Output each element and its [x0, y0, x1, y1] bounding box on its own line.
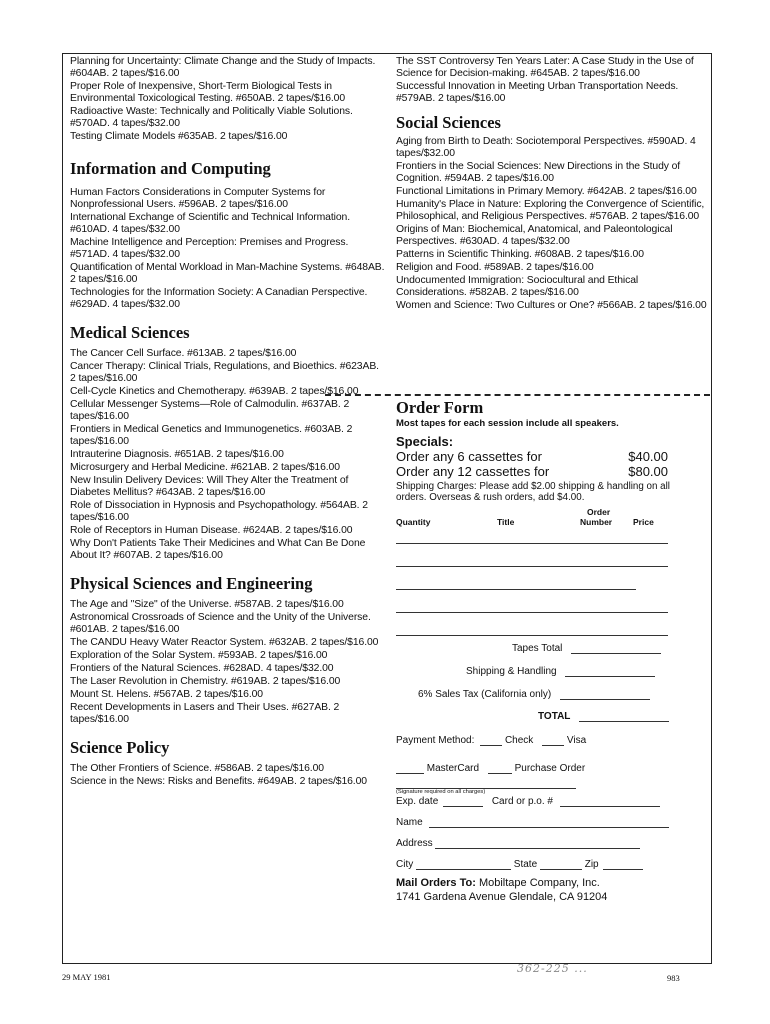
- footer-rule: [62, 963, 711, 964]
- exp-date-field[interactable]: [443, 806, 483, 807]
- order-line-5[interactable]: [396, 635, 668, 636]
- catalog-entry: Role of Dissociation in Hypnosis and Psychopathology. #564AB. 2 tapes/$16.00: [70, 500, 368, 523]
- mail-company: Mobiltape Company, Inc.: [478, 877, 600, 889]
- shipping-handling-label: Shipping & Handling: [466, 666, 557, 677]
- tapes-total-field[interactable]: [571, 653, 661, 654]
- total-label: TOTAL: [538, 711, 571, 722]
- tapes-total-row[interactable]: [512, 643, 668, 654]
- section-entries: [70, 187, 385, 311]
- col-title: Title: [497, 517, 515, 527]
- catalog-entry: Religion and Food. #589AB. 2 tapes/$16.00: [396, 262, 594, 273]
- catalog-entry: The Age and "Size" of the Universe. #587AB. 2 tapes/$16.00: [70, 599, 344, 610]
- catalog-entry: Proper Role of Inexpensive, Short-Term Biological Tests in Environmental Toxicological Testing. #650AB. 2 tapes/$16.00: [70, 81, 346, 104]
- shipping-row[interactable]: [466, 666, 655, 677]
- order-form: [396, 398, 708, 904]
- payment-method-label: Payment Method:: [396, 735, 475, 746]
- section-heading-information-and-computing: Information and Computing: [70, 159, 271, 178]
- state-label: State: [513, 859, 538, 870]
- section-heading-medical-sciences: Medical Sciences: [70, 323, 190, 342]
- name-field[interactable]: [429, 827, 669, 828]
- mastercard-box[interactable]: [396, 773, 424, 774]
- special-price: $80.00: [628, 464, 668, 479]
- order-line-3[interactable]: [396, 589, 636, 590]
- special-6-cassettes: [396, 449, 668, 464]
- left-sections: [70, 159, 385, 788]
- catalog-entry: Frontiers in the Social Sciences: New Directions in the Study of Cognition. #594AB. 2 tapes/$16.00: [396, 161, 681, 184]
- shipping-handling-field[interactable]: [565, 676, 655, 677]
- signature-row[interactable]: [396, 788, 708, 795]
- catalog-entry: Frontiers of the Natural Sciences. #628AD. 4 tapes/$32.00: [70, 663, 334, 674]
- sales-tax-row[interactable]: [418, 689, 650, 700]
- check-box[interactable]: [480, 745, 502, 746]
- mail-orders-label: Mail Orders To:: [396, 877, 476, 889]
- catalog-entry: Patterns in Scientific Thinking. #608AB. 2 tapes/$16.00: [396, 249, 644, 260]
- catalog-entry: Why Don't Patients Take Their Medicines and What Can Be Done About It? #607AB. 2 tapes/$16.00: [70, 538, 366, 561]
- catalog-entry: Machine Intelligence and Perception: Premises and Progress. #571AD. 4 tapes/$32.00: [70, 237, 349, 260]
- order-line-1[interactable]: [396, 543, 668, 544]
- catalog-entry: Frontiers in Medical Genetics and Immunogenetics. #603AB. 2 tapes/$16.00: [70, 424, 353, 447]
- catalog-entry: Successful Innovation in Meeting Urban Transportation Needs. #579AB. 2 tapes/$16.00: [396, 81, 679, 104]
- catalog-entry: Quantification of Mental Workload in Man-Machine Systems. #648AB. 2 tapes/$16.00: [70, 262, 385, 285]
- catalog-entry: Role of Receptors in Human Disease. #624AB. 2 tapes/$16.00: [70, 525, 353, 536]
- check-label: Check: [504, 735, 534, 746]
- address-label: Address: [396, 838, 433, 849]
- section-entries: [70, 348, 385, 562]
- zip-field[interactable]: [603, 869, 643, 870]
- right-column: [396, 56, 708, 313]
- catalog-entry: Recent Developments in Lasers and Their Uses. #627AB. 2 tapes/$16.00: [70, 702, 340, 725]
- section-entries: [70, 599, 385, 726]
- catalog-entry: Undocumented Immigration: Sociocultural and Ethical Considerations. #582AB. 2 tapes/$16.00: [396, 275, 639, 298]
- catalog-entry: The SST Controversy Ten Years Later: A Case Study in the Use of Science for Decision-making. #645AB. 2 tapes/$16.00: [396, 56, 694, 79]
- col-order: Order: [587, 507, 611, 517]
- catalog-entry: The Cancer Cell Surface. #613AB. 2 tapes/$16.00: [70, 348, 297, 359]
- catalog-entry: International Exchange of Scientific and Technical Information. #610AD. 4 tapes/$32.00: [70, 212, 351, 235]
- catalog-entry: Human Factors Considerations in Computer Systems for Nonprofessional Users. #596AB. 2 tapes/$16.00: [70, 187, 326, 210]
- environment-entries: [70, 56, 385, 143]
- catalog-entry: Origins of Man: Biochemical, Anatomical, and Paleontological Perspectives. #630AD. 4 tapes/$32.00: [396, 224, 673, 247]
- specials-heading: Specials:: [396, 434, 454, 449]
- catalog-entry: Radioactive Waste: Technically and Politically Viable Solutions. #570AD. 4 tapes/$32.00: [70, 106, 353, 129]
- catalog-entry: New Insulin Delivery Devices: Will They Alter the Treatment of Diabetes Mellitus? #643AB. 2 tapes/$16.00: [70, 475, 349, 498]
- section-entries: [70, 763, 385, 788]
- col-price: Price: [633, 517, 654, 527]
- tapes-total-label: Tapes Total: [512, 643, 563, 654]
- catalog-entry: Cellular Messenger Systems—Role of Calmodulin. #637AB. 2 tapes/$16.00: [70, 399, 350, 422]
- catalog-entry: Humanity's Place in Nature: Exploring the Convergence of Scientific, Philosophical, and Religious Perspectives. #576AB. 2 tapes/$16.00: [396, 199, 705, 222]
- address-field[interactable]: [435, 848, 640, 849]
- policy-entries: [396, 56, 708, 105]
- special-label: Order any 6 cassettes for: [396, 449, 542, 464]
- catalog-entry: Cell-Cycle Kinetics and Chemotherapy. #639AB. 2 tapes/$16.00: [70, 386, 359, 397]
- catalog-entry: Science in the News: Risks and Benefits. #649AB. 2 tapes/$16.00: [70, 776, 367, 787]
- name-label: Name: [396, 817, 423, 828]
- left-column: [70, 56, 385, 789]
- catalog-entry: Intrauterine Diagnosis. #651AB. 2 tapes/$16.00: [70, 449, 284, 460]
- order-line-4[interactable]: [396, 612, 668, 613]
- footer-date: 29 MAY 1981: [62, 972, 111, 982]
- catalog-entry: Mount St. Helens. #567AB. 2 tapes/$16.00: [70, 689, 263, 700]
- sales-tax-field[interactable]: [560, 699, 650, 700]
- special-12-cassettes: [396, 464, 668, 479]
- handwritten-note: 362-225 ...: [517, 962, 588, 975]
- order-table-header: [396, 505, 708, 531]
- col-number: Number: [580, 517, 613, 527]
- order-lines[interactable]: [396, 531, 708, 631]
- social-sciences-entries: [396, 136, 708, 312]
- order-form-note: Most tapes for each session include all speakers.: [396, 418, 619, 429]
- name-row: [396, 817, 708, 828]
- exp-date-label: Exp. date: [396, 796, 439, 807]
- section-heading-social-sciences: Social Sciences: [396, 113, 501, 132]
- visa-box[interactable]: [542, 745, 564, 746]
- purchase-order-label: Purchase Order: [514, 763, 586, 774]
- catalog-entry: Aging from Birth to Death: Sociotemporal Perspectives. #590AD. 4 tapes/$32.00: [396, 136, 696, 159]
- order-form-cut-line: [325, 394, 710, 396]
- special-price: $40.00: [628, 449, 668, 464]
- order-form-title: Order Form: [396, 398, 484, 417]
- section-heading-physical-sciences-and-engineering: Physical Sciences and Engineering: [70, 574, 313, 593]
- catalog-entry: Astronomical Crossroads of Science and the Unity of the Universe. #601AB. 2 tapes/$16.00: [70, 612, 371, 635]
- mail-address: 1741 Gardena Avenue Glendale, CA 91204: [396, 891, 608, 903]
- section-heading-science-policy: Science Policy: [70, 738, 170, 757]
- catalog-entry: Microsurgery and Herbal Medicine. #621AB. 2 tapes/$16.00: [70, 462, 340, 473]
- card-po-field[interactable]: [560, 806, 660, 807]
- state-field[interactable]: [540, 869, 582, 870]
- catalog-entry: Exploration of the Solar System. #593AB. 2 tapes/$16.00: [70, 650, 328, 661]
- order-totals: [396, 643, 708, 763]
- catalog-entry: The Laser Revolution in Chemistry. #619AB. 2 tapes/$16.00: [70, 676, 341, 687]
- catalog-entry: Testing Climate Models #635AB. 2 tapes/$16.00: [70, 131, 288, 142]
- catalog-entry: Cancer Therapy: Clinical Trials, Regulations, and Bioethics. #623AB. 2 tapes/$16.00: [70, 361, 379, 384]
- city-field[interactable]: [416, 869, 511, 870]
- mail-orders: [396, 876, 708, 904]
- address-row: [396, 838, 708, 849]
- page-frame: [62, 53, 712, 964]
- catalog-entry: Technologies for the Information Society: A Canadian Perspective. #629AD. 4 tapes/$32.00: [70, 287, 368, 310]
- visa-label: Visa: [566, 735, 587, 746]
- mastercard-label: MasterCard: [426, 763, 480, 774]
- total-field[interactable]: [579, 721, 669, 722]
- shipping-charges-note: Shipping Charges: Please add $2.00 shipping & handling on all orders. Overseas & rush orders, add $4.00.: [396, 481, 670, 503]
- catalog-entry: Planning for Uncertainty: Climate Change and the Study of Impacts. #604AB. 2 tapes/$16.00: [70, 56, 376, 79]
- purchase-order-box[interactable]: [488, 773, 512, 774]
- zip-label: Zip: [584, 859, 599, 870]
- signature-note: (Signature required on all charges): [396, 789, 486, 795]
- page-number: 983: [667, 973, 680, 983]
- catalog-entry: The Other Frontiers of Science. #586AB. 2 tapes/$16.00: [70, 763, 324, 774]
- catalog-entry: The CANDU Heavy Water Reactor System. #632AB. 2 tapes/$16.00: [70, 637, 379, 648]
- card-po-label: Card or p.o. #: [491, 796, 553, 807]
- total-row[interactable]: [538, 711, 669, 722]
- city-label: City: [396, 859, 414, 870]
- special-label: Order any 12 cassettes for: [396, 464, 550, 479]
- catalog-entry: Functional Limitations in Primary Memory. #642AB. 2 tapes/$16.00: [396, 186, 697, 197]
- exp-date-row: [396, 796, 708, 807]
- city-row: [396, 859, 708, 870]
- sales-tax-label: 6% Sales Tax (California only): [418, 689, 552, 700]
- col-quantity: Quantity: [396, 517, 431, 527]
- order-line-2[interactable]: [396, 566, 668, 567]
- card-type-row: [396, 763, 708, 774]
- catalog-entry: Women and Science: Two Cultures or One? #566AB. 2 tapes/$16.00: [396, 300, 707, 311]
- payment-method-row: [396, 735, 586, 746]
